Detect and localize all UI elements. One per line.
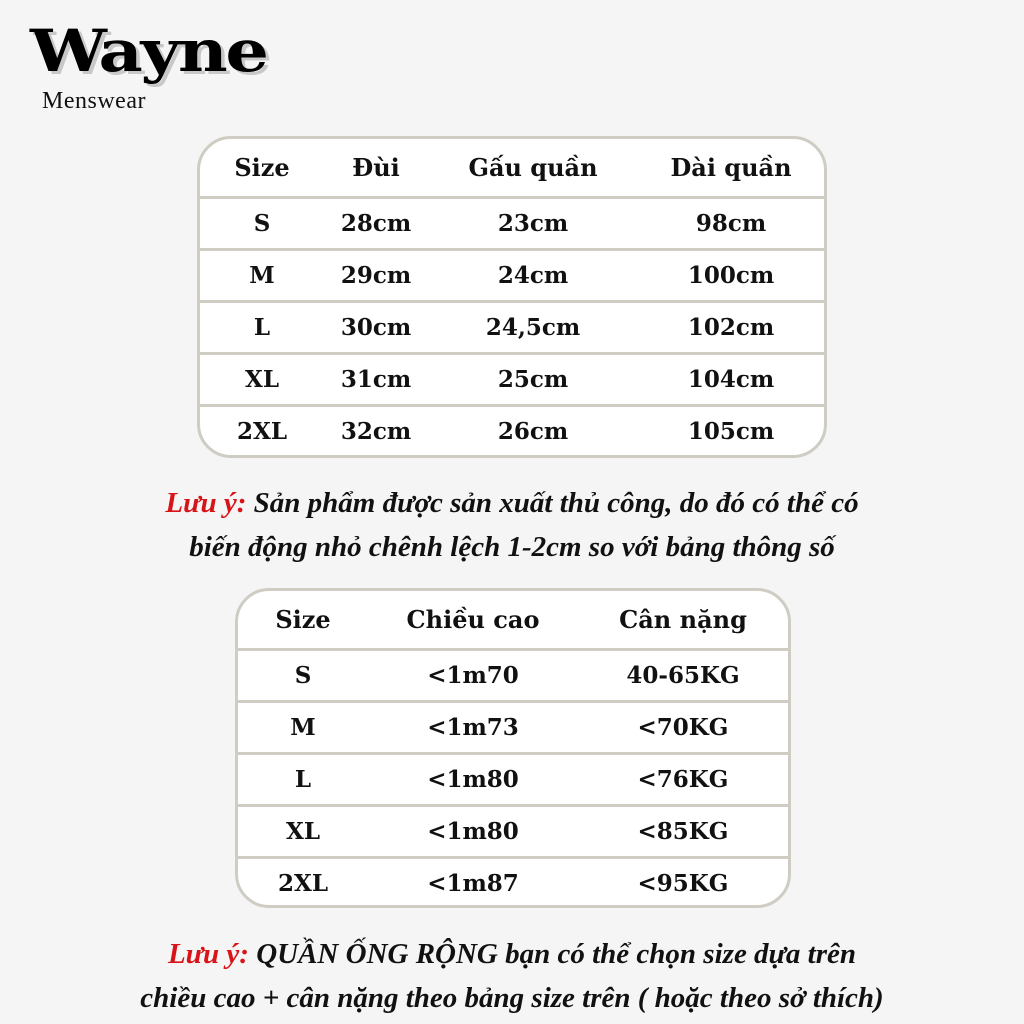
header-thigh: Đùi <box>352 153 400 182</box>
table-row <box>200 196 824 248</box>
cell-weight: <70KG <box>637 714 729 741</box>
header-hem: Gấu quần <box>468 153 598 182</box>
cell-length: 100cm <box>687 262 775 289</box>
cell-thigh: 28cm <box>340 210 412 237</box>
cell-size: S <box>253 210 271 237</box>
note-line-1 <box>0 932 1024 976</box>
note-line-2: biến động nhỏ chênh lệch 1-2cm so với bảng thông số <box>189 531 835 563</box>
table-header-row <box>238 591 788 648</box>
cell-size: L <box>253 314 271 341</box>
header-length: Dài quần <box>670 153 792 182</box>
brand-name: Wayne <box>30 17 267 85</box>
note-line-1 <box>0 481 1024 525</box>
header-size: Size <box>275 605 331 634</box>
brand-logo <box>30 17 267 115</box>
brand-tagline: Menswear <box>42 88 146 114</box>
cell-length: 104cm <box>687 366 775 393</box>
cell-size: XL <box>244 366 280 393</box>
cell-height: <1m73 <box>427 714 519 741</box>
table-row <box>238 648 788 700</box>
note-text: Sản phẩm được sản xuất thủ công, do đó có thể có <box>246 487 859 519</box>
cell-size: XL <box>285 818 321 845</box>
cell-weight: 40-65KG <box>626 662 740 689</box>
cell-hem: 26cm <box>497 418 569 445</box>
table-row <box>200 352 824 404</box>
header-height: Chiều cao <box>406 605 540 634</box>
cell-size: M <box>290 714 316 741</box>
size-measurement-table <box>197 136 827 458</box>
cell-hem: 24,5cm <box>485 314 581 341</box>
cell-height: <1m80 <box>427 818 519 845</box>
fit-guide-table <box>235 588 791 908</box>
cell-weight: <76KG <box>637 766 729 793</box>
table-row <box>200 300 824 352</box>
note-label: Lưu ý: <box>165 487 247 519</box>
cell-thigh: 30cm <box>340 314 412 341</box>
note-line-2: chiều cao + cân nặng theo bảng size trên ( hoặc theo sở thích) <box>140 982 884 1014</box>
cell-length: 105cm <box>687 418 775 445</box>
cell-weight: <85KG <box>637 818 729 845</box>
table-row <box>200 404 824 456</box>
cell-thigh: 29cm <box>340 262 412 289</box>
cell-thigh: 31cm <box>340 366 412 393</box>
header-size: Size <box>234 153 290 182</box>
cell-height: <1m70 <box>427 662 519 689</box>
cell-hem: 25cm <box>497 366 569 393</box>
table-row <box>238 700 788 752</box>
cell-thigh: 32cm <box>340 418 412 445</box>
table-row <box>238 804 788 856</box>
cell-length: 102cm <box>687 314 775 341</box>
cell-size: 2XL <box>236 418 288 445</box>
cell-height: <1m80 <box>427 766 519 793</box>
wide-leg-note <box>0 932 1024 1020</box>
cell-size: 2XL <box>277 870 329 897</box>
handmade-note <box>0 481 1024 569</box>
cell-size: M <box>249 262 275 289</box>
note-text: QUẦN ỐNG RỘNG bạn có thể chọn size dựa trên <box>248 938 857 970</box>
cell-weight: <95KG <box>637 870 729 897</box>
note-label: Lưu ý: <box>167 938 249 970</box>
table-header-row <box>200 139 824 196</box>
cell-size: S <box>294 662 312 689</box>
cell-height: <1m87 <box>427 870 519 897</box>
cell-hem: 24cm <box>497 262 569 289</box>
cell-length: 98cm <box>695 210 767 237</box>
cell-size: L <box>294 766 312 793</box>
cell-hem: 23cm <box>497 210 569 237</box>
header-weight: Cân nặng <box>619 605 747 634</box>
table-row <box>238 856 788 908</box>
table-row <box>200 248 824 300</box>
table-row <box>238 752 788 804</box>
